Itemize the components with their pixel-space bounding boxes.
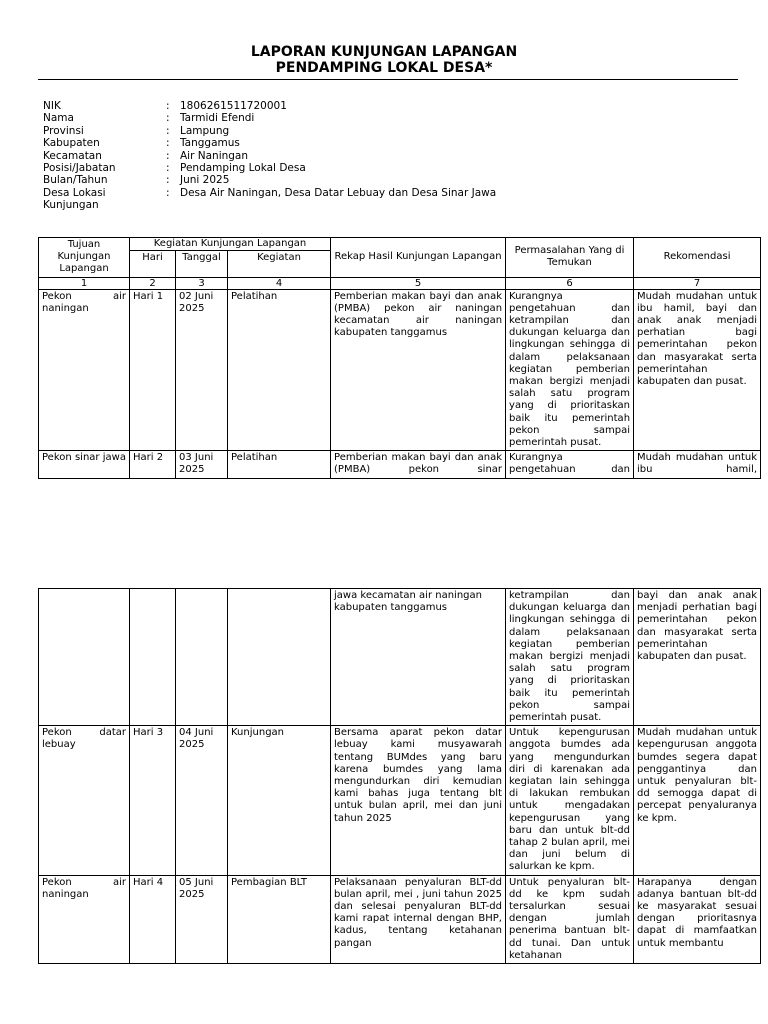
cell-rekomendasi: Mudah mudahan untuk ibu hamil, bayi dan anak anak menjadi perhatian bagi pemerintahan pekon dan masyarakat serta pemerintahan kabupaten dan pusat. <box>634 289 761 451</box>
identity-value: Tarmidi Efendi <box>180 112 255 125</box>
report-table-part2 <box>38 588 761 964</box>
cell-tanggal: 03 Juni 2025 <box>176 451 228 478</box>
identity-value: Desa Air Naningan, Desa Datar Lebuay dan Desa Sinar Jawa <box>180 186 497 199</box>
column-number: 7 <box>634 277 761 289</box>
identity-colon: : <box>166 112 170 125</box>
identity-value: Lampung <box>180 124 230 137</box>
identity-label: Bulan/Tahun <box>43 174 108 187</box>
cell-kegiatan <box>228 589 331 726</box>
cell-tanggal: 05 Juni 2025 <box>176 875 228 963</box>
cell-tujuan: Pekon sinar jawa <box>39 451 130 478</box>
identity-label: Provinsi <box>43 124 84 137</box>
column-number: 4 <box>228 277 331 289</box>
cell-kegiatan: Kunjungan <box>228 726 331 875</box>
identity-label: Posisi/Jabatan <box>43 162 116 175</box>
cell-hari: Hari 4 <box>130 875 176 963</box>
identity-colon: : <box>166 124 170 137</box>
cell-rekap: Pemberian makan bayi dan anak (PMBA) pekon sinar <box>331 451 506 478</box>
table-row <box>39 726 761 875</box>
cell-permasalahan: Kurangnya pengetahuan dan ketrampilan dan dukungan keluarga dan lingkungan sehingga di dalam pelaksanaan kegiatan pemberian makan bergizi menjadi salah satu program yang di prioritaskan baik itu pemerintah pekon sampai pemerintah pusat. <box>506 289 634 451</box>
cell-rekomendasi: Mudah mudahan untuk ibu hamil, <box>634 451 761 478</box>
column-number: 2 <box>130 277 176 289</box>
identity-value: Tanggamus <box>180 137 240 150</box>
cell-tujuan: Pekon air naningan <box>39 289 130 451</box>
identity-colon: : <box>166 137 170 150</box>
column-number: 1 <box>39 277 130 289</box>
report-title-line2: PENDAMPING LOKAL DESA* <box>275 60 493 76</box>
header-tanggal: Tanggal <box>176 250 228 277</box>
cell-kegiatan: Pelatihan <box>228 451 331 478</box>
report-title-line1: LAPORAN KUNJUNGAN LAPANGAN <box>250 44 518 60</box>
cell-hari: Hari 3 <box>130 726 176 875</box>
table-row <box>39 875 761 963</box>
cell-rekap: Bersama aparat pekon datar lebuay kami musyawarah tentang BUMdes yang baru karena bumdes yang lama mengundurkan diri kemudian kami bahas juga tentang blt untuk bulan april, mei dan juni tahun 2025 <box>331 726 506 875</box>
cell-rekomendasi: Mudah mudahan untuk kepengurusan anggota bumdes segera dapat penggantinya dan untuk penyaluran blt-dd semogga dapat di percepat penyaluranya ke kpm. <box>634 726 761 875</box>
cell-permasalahan: Kurangnya pengetahuan dan <box>506 451 634 478</box>
identity-label: Kunjungan <box>43 199 99 212</box>
identity-label: Nama <box>43 112 74 125</box>
identity-label: Desa Lokasi <box>43 186 106 199</box>
column-number: 5 <box>331 277 506 289</box>
cell-rekap: Pemberian makan bayi dan anak (PMBA) pekon air naningan kecamatan air naningan kabupaten tanggamus <box>331 289 506 451</box>
header-kegiatan-group: Kegiatan Kunjungan Lapangan <box>130 238 331 251</box>
cell-hari: Hari 1 <box>130 289 176 451</box>
identity-colon: : <box>166 162 170 175</box>
table-row <box>39 589 761 726</box>
column-number: 6 <box>506 277 634 289</box>
cell-permasalahan: Untuk kepengurusan anggota bumdes ada yang mengundurkan diri di karenakan ada kegiatan lain sehingga di lakukan rembukan untuk mengadakan kepengurusan yang baru dan untuk blt-dd tahap 2 bulan april, mei dan juni belum di salurkan ke kpm. <box>506 726 634 875</box>
header-hari: Hari <box>130 250 176 277</box>
header-tujuan: Tujuan Kunjungan Lapangan <box>39 238 130 278</box>
cell-hari <box>130 589 176 726</box>
identity-colon: : <box>166 100 170 112</box>
identity-colon: : <box>166 149 170 162</box>
cell-rekomendasi: Harapanya dengan adanya bantuan blt-dd ke masyarakat sesuai dengan prioritasnya dapat di mamfaatkan untuk membantu <box>634 875 761 963</box>
identity-colon: : <box>166 174 170 187</box>
header-rekomendasi: Rekomendasi <box>634 238 761 278</box>
cell-hari: Hari 2 <box>130 451 176 478</box>
cell-tanggal: 02 Juni 2025 <box>176 289 228 451</box>
cell-tanggal: 04 Juni 2025 <box>176 726 228 875</box>
cell-rekap: Pelaksanaan penyaluran BLT-dd bulan april, mei , juni tahun 2025 dan selesai penyaluran BLT-dd kami rapat internal dengan BHP, kadus, tentang ketahanan pangan <box>331 875 506 963</box>
identity-label: Kabupaten <box>43 137 100 150</box>
cell-kegiatan: Pembagian BLT <box>228 875 331 963</box>
header-permasalahan: Permasalahan Yang di Temukan <box>506 238 634 278</box>
cell-tujuan <box>39 589 130 726</box>
cell-tujuan: Pekon air naningan <box>39 875 130 963</box>
identity-value: 1806261511720001 <box>180 100 287 112</box>
cell-kegiatan: Pelatihan <box>228 289 331 451</box>
header-kegiatan: Kegiatan <box>228 250 331 277</box>
column-number: 3 <box>176 277 228 289</box>
cell-tujuan: Pekon datar lebuay <box>39 726 130 875</box>
identity-label: Kecamatan <box>43 149 102 162</box>
identity-value: Pendamping Lokal Desa <box>180 162 306 175</box>
header-rekap: Rekap Hasil Kunjungan Lapangan <box>331 238 506 278</box>
cell-tanggal <box>176 589 228 726</box>
identity-value: Juni 2025 <box>180 174 230 187</box>
cell-permasalahan: Untuk penyaluran blt-dd ke kpm sudah tersalurkan sesuai dengan jumlah penerima bantuan blt-dd tunai. Dan untuk ketahanan <box>506 875 634 963</box>
cell-rekomendasi: bayi dan anak anak menjadi perhatian bagi pemerintahan pekon dan masyarakat serta pemerintahan kabupaten dan pusat. <box>634 589 761 726</box>
identity-label: NIK <box>43 100 61 112</box>
cell-rekap: jawa kecamatan air naningan kabupaten tanggamus <box>331 589 506 726</box>
cell-permasalahan: ketrampilan dan dukungan keluarga dan lingkungan sehingga di dalam pelaksanaan kegiatan pemberian makan bergizi menjadi salah satu program yang di prioritaskan baik itu pemerintah pekon sampai pemerintah pusat. <box>506 589 634 726</box>
identity-colon: : <box>166 186 170 199</box>
identity-value: Air Naningan <box>180 149 249 162</box>
